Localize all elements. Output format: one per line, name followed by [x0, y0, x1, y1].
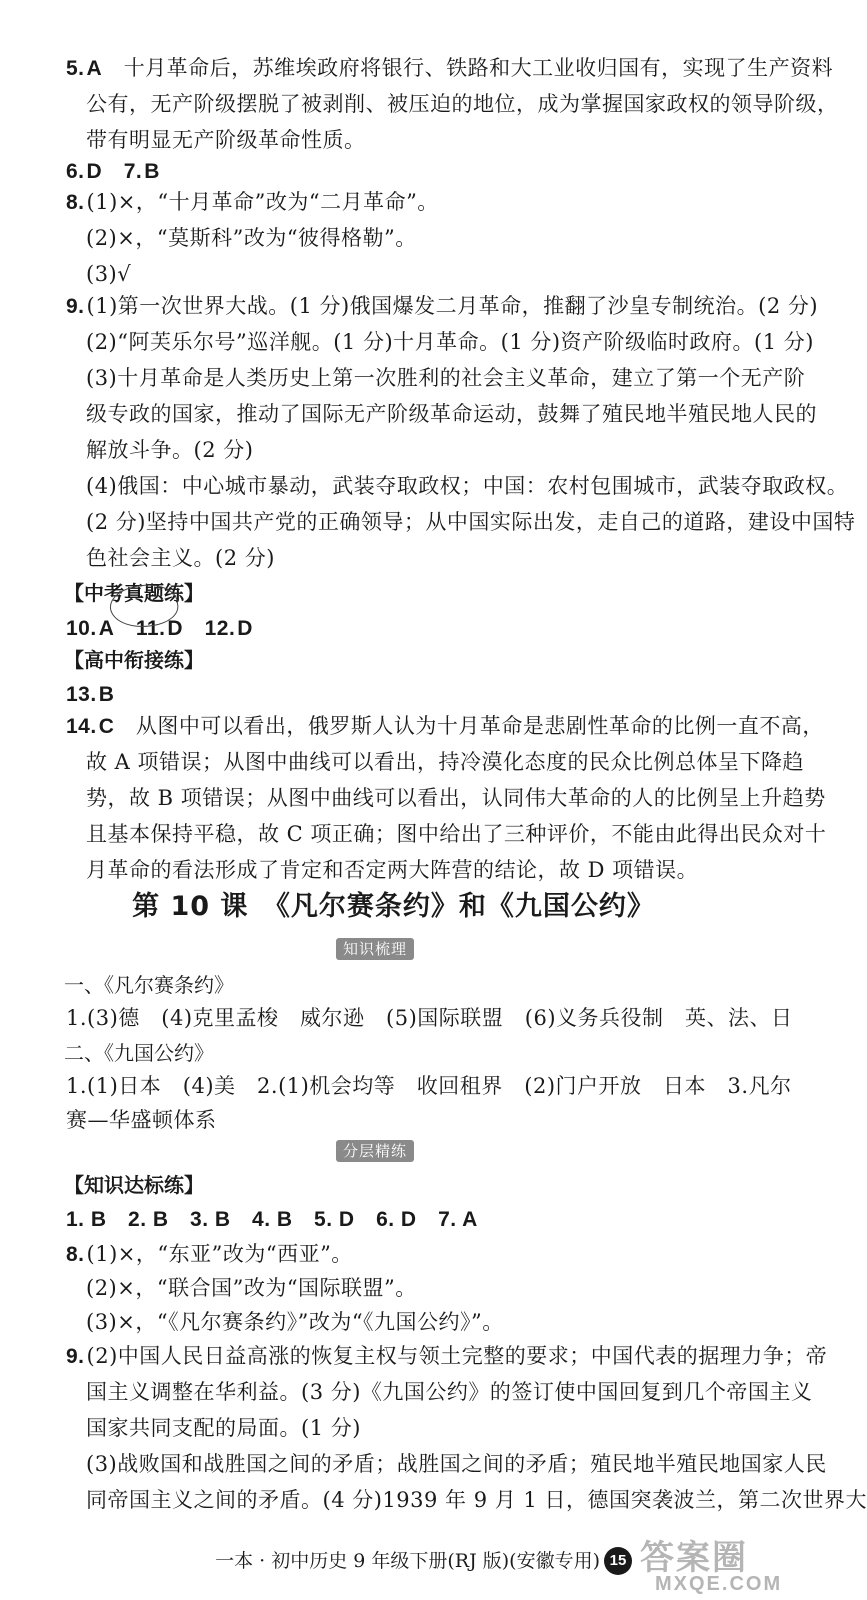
section-1-heading: 一、《凡尔赛条约》: [64, 973, 234, 997]
q14-line-5: 月革命的看法形成了肯定和否定两大阵营的结论，故 D 项错误。: [86, 858, 699, 882]
l10-q9-line-5: 同帝国主义之间的矛盾。(4 分)1939 年 9 月 1 日，德国突袭波兰，第二次世界大: [86, 1488, 867, 1512]
badge-knowledge: 知识梳理: [336, 938, 414, 960]
q14-line-4: 且基本保持平稳，故 C 项正确；图中给出了三种评价，不能由此得出民众对十: [86, 822, 827, 846]
l10-q9-line-3: 国家共同支配的局面。(1 分): [86, 1416, 361, 1440]
watermark-logo: 答案圈: [640, 1538, 748, 1578]
section-zhongkao-heading: 【中考真题练】: [64, 581, 204, 605]
page-footer: 一本 · 初中历史 9 年级下册(RJ 版)(安徽专用): [215, 1550, 600, 1572]
q9-line-5: 解放斗争。(2 分): [86, 438, 254, 462]
mc-answers: 1. B 2. B 3. B 4. B 5. D 6. D 7. A: [66, 1208, 478, 1231]
q5-line-1: 5.A 十月革命后，苏维埃政府将银行、铁路和大工业收归国有，实现了生产资料: [66, 56, 834, 80]
q9-line-3: (3)十月革命是人类历史上第一次胜利的社会主义革命，建立了第一个无产阶: [86, 366, 806, 390]
q14-line-3: 势，故 B 项错误；从图中曲线可以看出，认同伟大革命的人的比例呈上升趋势: [86, 786, 826, 810]
q14-line-2: 故 A 项错误；从图中曲线可以看出，持冷漠化态度的民众比例总体呈下降趋: [86, 750, 805, 774]
lesson-title: 第 10 课 《凡尔赛条约》和《九国公约》: [132, 891, 655, 922]
section-2-line-1: 1.(1)日本 (4)美 2.(1)机会均等 收回租界 (2)门户开放 日本 3.凡尔: [66, 1074, 792, 1098]
q13-answer: 13.B: [66, 683, 115, 706]
q5-line-3: 带有明显无产阶级革命性质。: [86, 128, 366, 152]
l10-q9-line-4: (3)战败国和战胜国之间的矛盾；战胜国之间的矛盾；殖民地半殖民地国家人民: [86, 1452, 827, 1476]
q9-line-8: 色社会主义。(2 分): [86, 546, 275, 570]
q6-q7-answers: 6.D 7.B: [66, 160, 160, 183]
q9-line-1: 9.(1)第一次世界大战。(1 分)俄国爆发二月革命，推翻了沙皇专制统治。(2 分): [66, 294, 819, 318]
q5-line-2: 公有，无产阶级摆脱了被剥削、被压迫的地位，成为掌握国家政权的领导阶级，: [86, 92, 839, 116]
q5-number: 5.: [66, 57, 85, 80]
q9-line-4: 级专政的国家，推动了国际无产阶级革命运动，鼓舞了殖民地半殖民地人民的: [86, 402, 817, 426]
section-zhishi-heading: 【知识达标练】: [64, 1173, 204, 1197]
q10-12-answers: 10.A 11.D 12.D: [66, 617, 253, 640]
section-2-line-2: 赛—华盛顿体系: [66, 1108, 217, 1132]
q8-line-1: 8.(1)×，“十月革命”改为“二月革命”。: [66, 190, 439, 214]
l10-q8-line-3: (3)×，“《凡尔赛条约》”改为“《九国公约》”。: [86, 1310, 504, 1334]
watermark-url: MXQE.COM: [655, 1573, 783, 1595]
q9-line-2: (2)“阿芙乐尔号”巡洋舰。(1 分)十月革命。(1 分)资产阶级临时政府。(1 分): [86, 330, 814, 354]
badge-practice: 分层精练: [336, 1140, 414, 1162]
l10-q9-line-2: 国主义调整在华利益。(3 分)《九国公约》的签订使中国回复到几个帝国主义: [86, 1380, 813, 1404]
l10-q9-line-1: 9.(2)中国人民日益高涨的恢复主权与领土完整的要求；中国代表的据理力争；帝: [66, 1344, 828, 1368]
q8-line-3: (3)√: [86, 262, 132, 286]
l10-q8-line-1: 8.(1)×，“东亚”改为“西亚”。: [66, 1242, 353, 1266]
q9-line-7: (2 分)坚持中国共产党的正确领导；从中国实际出发，走自己的道路，建设中国特: [86, 510, 856, 534]
page-number: 15: [604, 1547, 632, 1575]
q9-line-6: (4)俄国：中心城市暴动，武装夺取政权；中国：农村包围城市，武装夺取政权。: [86, 474, 849, 498]
section-2-heading: 二、《九国公约》: [64, 1041, 214, 1065]
section-gaozhong-heading: 【高中衔接练】: [64, 648, 204, 672]
l10-q8-line-2: (2)×，“联合国”改为“国际联盟”。: [86, 1276, 417, 1300]
q8-line-2: (2)×，“莫斯科”改为“彼得格勒”。: [86, 226, 417, 250]
q5-answer: A: [86, 57, 103, 80]
section-1-answers: 1.(3)德 (4)克里孟梭 威尔逊 (5)国际联盟 (6)义务兵役制 英、法、日: [66, 1006, 793, 1030]
q14-line-1: 14.C 从图中可以看出，俄罗斯人认为十月革命是悲剧性革命的比例一直不高，: [66, 714, 824, 738]
